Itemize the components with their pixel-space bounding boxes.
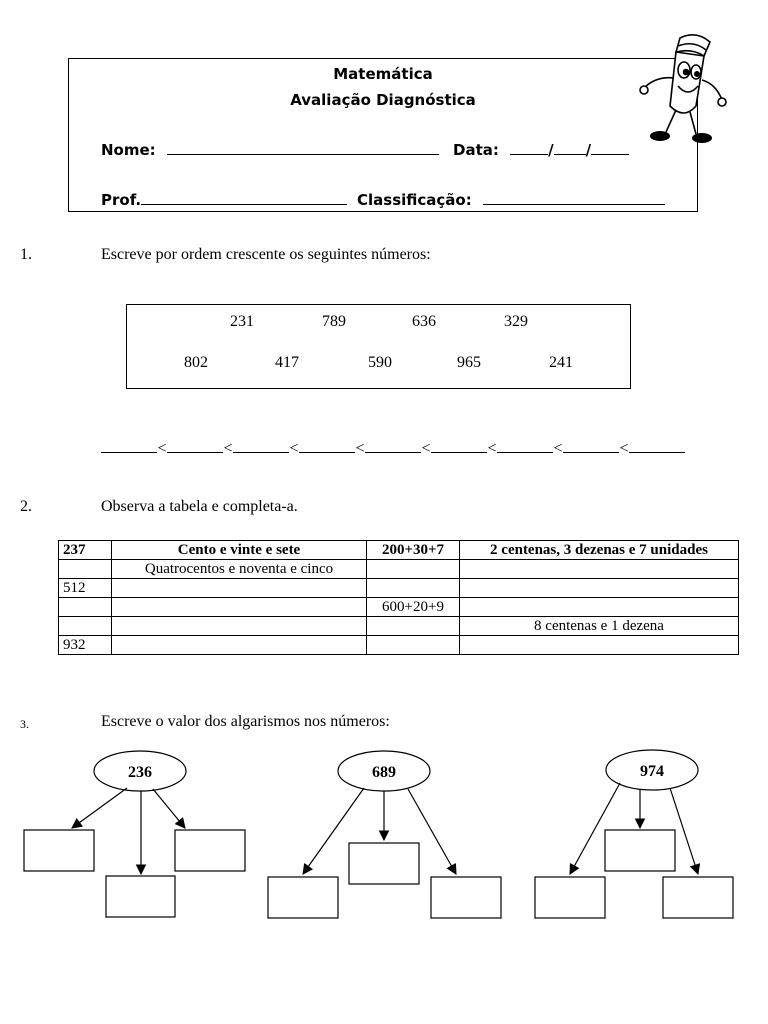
table-cell[interactable]: [367, 636, 460, 655]
table-cell[interactable]: [367, 560, 460, 579]
table-row: [59, 560, 739, 579]
table-row: [59, 579, 739, 598]
table-cell[interactable]: [367, 579, 460, 598]
table-cell: Quatrocentos e noventa e cinco: [112, 560, 367, 579]
table-cell: 2 centenas, 3 dezenas e 7 unidades: [460, 541, 739, 560]
number-label: 236: [128, 764, 152, 781]
name-field[interactable]: [167, 142, 439, 155]
number-item: 636: [412, 313, 436, 330]
table-cell: 512: [59, 579, 112, 598]
order-blank[interactable]: [431, 438, 487, 453]
date-year-field[interactable]: [591, 142, 629, 155]
order-blank[interactable]: [563, 438, 619, 453]
answer-box[interactable]: [349, 843, 419, 884]
answer-box[interactable]: [663, 877, 733, 918]
q3-number: 3.: [20, 717, 29, 731]
table-cell: Cento e vinte e sete: [112, 541, 367, 560]
grade-row: [357, 191, 665, 209]
table-cell[interactable]: [112, 579, 367, 598]
answer-box[interactable]: [175, 830, 245, 871]
q1-text: Escreve por ordem crescente os seguintes números:: [101, 246, 431, 263]
order-blank[interactable]: [299, 438, 355, 453]
date-month-field[interactable]: [554, 142, 586, 155]
diagram-974: [535, 750, 733, 918]
number-item: 329: [504, 313, 528, 330]
table-cell: 932: [59, 636, 112, 655]
teacher-field[interactable]: [141, 192, 347, 205]
q2-text: Observa a tabela e completa-a.: [101, 498, 298, 515]
table-row: [59, 541, 739, 560]
table-cell[interactable]: [112, 598, 367, 617]
date-label: Data:: [453, 141, 499, 159]
teacher-row: [101, 191, 347, 209]
less-than-sign: <: [223, 440, 233, 457]
q3-text: Escreve o valor dos algarismos nos números:: [101, 713, 390, 730]
number-item: 802: [184, 354, 208, 371]
name-row: [101, 141, 439, 159]
less-than-sign: <: [619, 440, 629, 457]
q2-number: 2.: [20, 498, 32, 515]
table-cell[interactable]: [460, 579, 739, 598]
q1-number: 1.: [20, 246, 32, 263]
answer-box[interactable]: [605, 830, 675, 871]
table-cell[interactable]: [460, 636, 739, 655]
less-than-sign: <: [355, 440, 365, 457]
order-blank[interactable]: [497, 438, 553, 453]
less-than-sign: <: [157, 440, 167, 457]
table-cell[interactable]: [367, 617, 460, 636]
table-cell[interactable]: [59, 598, 112, 617]
number-item: 417: [275, 354, 299, 371]
subject-title: Matemática: [333, 65, 433, 83]
table-cell: 237: [59, 541, 112, 560]
name-label: Nome:: [101, 141, 156, 159]
answer-box[interactable]: [535, 877, 605, 918]
table-cell[interactable]: [460, 598, 739, 617]
answer-box[interactable]: [431, 877, 501, 918]
less-than-sign: <: [487, 440, 497, 457]
number-item: 789: [322, 313, 346, 330]
table-cell: 200+30+7: [367, 541, 460, 560]
order-blank[interactable]: [629, 438, 685, 453]
order-blank[interactable]: [233, 438, 289, 453]
pencil-mascot-icon: [636, 28, 728, 150]
table-cell[interactable]: [460, 560, 739, 579]
answer-box[interactable]: [106, 876, 175, 917]
answer-box[interactable]: [268, 877, 338, 918]
evaluation-title: Avaliação Diagnóstica: [290, 91, 476, 109]
table-cell: 8 centenas e 1 dezena: [460, 617, 739, 636]
less-than-sign: <: [289, 440, 299, 457]
number-label: 689: [372, 764, 396, 781]
digit-value-diagrams: [0, 740, 768, 930]
table-cell[interactable]: [59, 617, 112, 636]
date-row: Data: / /: [453, 141, 629, 159]
number-table: [58, 540, 739, 655]
teacher-label: Prof.: [101, 191, 142, 209]
order-blank[interactable]: [365, 438, 421, 453]
numbers-box: [126, 304, 631, 389]
order-blank[interactable]: [167, 438, 223, 453]
table-row: [59, 617, 739, 636]
answer-box[interactable]: [24, 830, 94, 871]
number-item: 965: [457, 354, 481, 371]
order-line: [101, 438, 685, 458]
number-item: 231: [230, 313, 254, 330]
date-day-field[interactable]: [510, 142, 548, 155]
table-cell: 600+20+9: [367, 598, 460, 617]
number-item: 590: [368, 354, 392, 371]
table-row: [59, 598, 739, 617]
grade-field[interactable]: [483, 192, 665, 205]
header-box: [68, 58, 698, 212]
number-item: 241: [549, 354, 573, 371]
table-cell[interactable]: [59, 560, 112, 579]
order-blank[interactable]: [101, 438, 157, 453]
table-cell[interactable]: [112, 636, 367, 655]
less-than-sign: <: [553, 440, 563, 457]
less-than-sign: <: [421, 440, 431, 457]
number-label: 974: [640, 763, 664, 780]
table-row: [59, 636, 739, 655]
grade-label: Classificação:: [357, 191, 472, 209]
table-cell[interactable]: [112, 617, 367, 636]
